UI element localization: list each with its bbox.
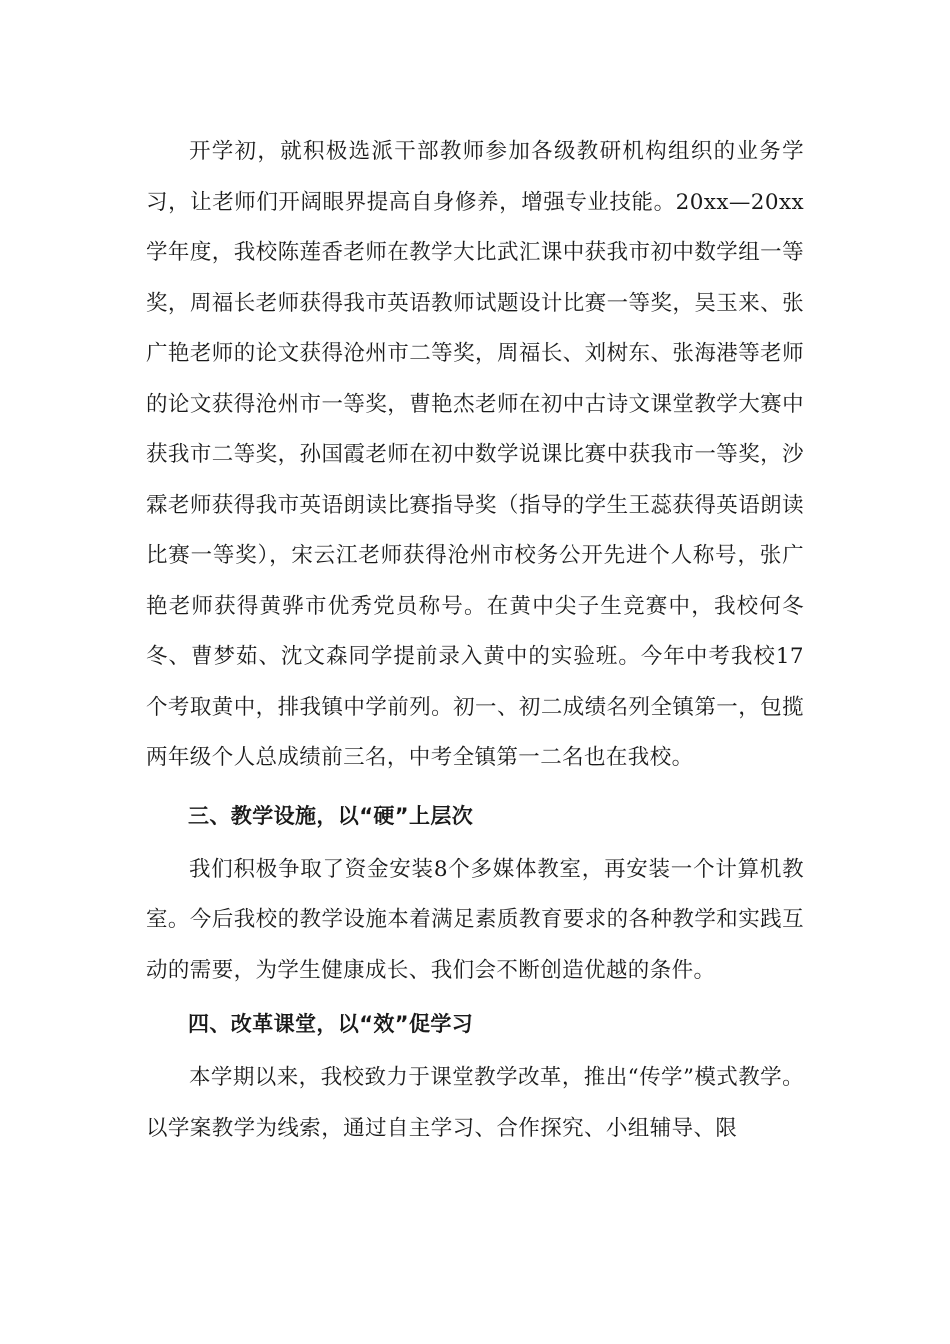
document-body	[146, 127, 804, 1154]
paragraph-multimedia-classrooms: 我们积极争取了资金安装8个多媒体教室，再安装一个计算机教室。今后我校的教学设施本着满足素质教育要求的各种教学和实践互动的需要，为学生健康成长、我们会不断创造优越的条件。	[146, 856, 804, 983]
section-heading-teaching-facilities: 三、教学设施，以“硬”上层次	[188, 803, 474, 828]
section-heading-classroom-reform: 四、改革课堂，以“效”促学习	[188, 1012, 474, 1036]
paragraph-classroom-reform: 本学期以来，我校致力于课堂教学改革，推出“传学”模式教学。以学案教学为线索，通过自主学习、合作探究、小组辅导、限	[146, 1065, 804, 1141]
paragraph-teacher-awards: 开学初，就积极选派干部教师参加各级教研机构组织的业务学习，让老师们开阔眼界提高自身修养，增强专业技能。20xx—20xx学年度，我校陈莲香老师在教学大比武汇课中获我市初中数学组一等奖，周福长老师获得我市英语教师试题设计比赛一等奖，吴玉来、张广艳老师的论文获得沧州市二等奖，周福长、刘树东、张海港等老师的论文获得沧州市一等奖，曹艳杰老师在初中古诗文课堂教学大赛中获我市二等奖，孙国霞老师在初中数学说课比赛中获我市一等奖，沙霖老师获得我市英语朗读比赛指导奖（指导的学生王蕊获得英语朗读比赛一等奖），宋云江老师获得沧州市校务公开先进个人称号，张广艳老师获得黄骅市优秀党员称号。在黄中尖子生竞赛中，我校何冬冬、曹梦茹、沈文森同学提前录入黄中的实验班。今年中考我校17个考取黄中，排我镇中学前列。初一、初二成绩名列全镇第一，包揽两年级个人总成绩前三名，中考全镇第一二名也在我校。	[146, 139, 804, 770]
